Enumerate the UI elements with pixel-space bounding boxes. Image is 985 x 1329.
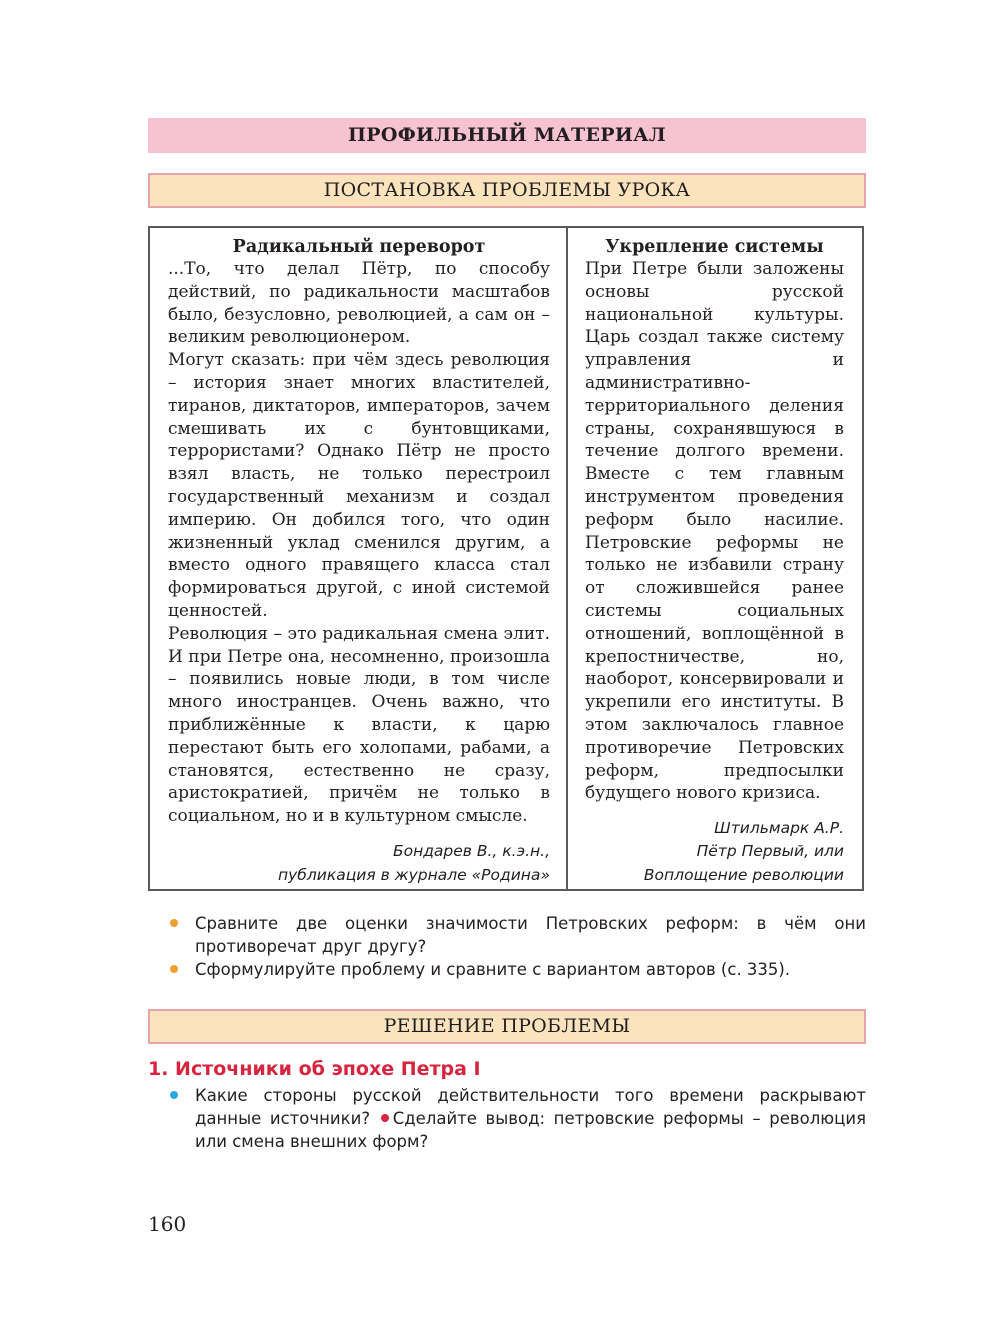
source-right-attribution bbox=[644, 817, 844, 888]
source-author: Штильмарк А.Р. bbox=[714, 818, 844, 837]
problem-banner bbox=[148, 173, 866, 208]
task-item bbox=[168, 1084, 866, 1153]
source-publication: публикация в журнале «Родина» bbox=[277, 865, 550, 884]
source-author: Бондарев В., к.э.н., bbox=[392, 842, 550, 860]
section-task-list bbox=[168, 1084, 866, 1153]
page-number: 160 bbox=[148, 1212, 187, 1236]
red-dot-icon bbox=[381, 1114, 389, 1122]
problem-title: ПОСТАНОВКА ПРОБЛЕМЫ УРОКА bbox=[323, 179, 691, 201]
source-left bbox=[150, 228, 568, 889]
task-text: Сравните две оценки значимости Петровских реформ: в чём они противоречат друг другу? bbox=[195, 914, 866, 956]
source-paragraph: Революция – это радикальная смена элит. И при Петре она, несомненно, произошла – появились новые люди, в том числе много иностранцев. Очень важно, что приближённые к власти, к царю перестают быть его холопами, рабами, а становятся, естественно не сразу, аристократией, причём не только в социальном, но и в культурном смысле. bbox=[168, 623, 550, 827]
source-right bbox=[568, 228, 862, 889]
source-right-text bbox=[585, 258, 844, 805]
task-text: Какие стороны русской действительности того времени раскрывают данные источники? bbox=[195, 1086, 866, 1128]
source-paragraph: При Петре были заложены основы русской национальной культуры. Царь создал также систему управления и административно-территориального деления страны, сохранявшуюся в течение долгого времени. Вместе с тем главным инструментом проведения реформ было насилие. Петровские реформы не только не избавили страну от сложившейся ранее системы социальных отношений, воплощённой в крепостничестве, но, наоборот, консервировали и укрепили его институты. В этом заключалось главное противоречие Петровских реформ, предпосылки будущего нового кризиса. bbox=[585, 259, 844, 804]
bullet-icon bbox=[170, 919, 178, 927]
task-text: Сделайте вывод: петровские реформы – революция или смена внешних форм? bbox=[195, 1109, 867, 1151]
source-right-title: Укрепление системы bbox=[605, 237, 824, 257]
bullet-icon bbox=[170, 965, 178, 973]
section-heading: 1. Источники об эпохе Петра I bbox=[148, 1058, 481, 1080]
task-list bbox=[168, 912, 866, 981]
source-left-attribution bbox=[278, 840, 550, 887]
task-text: Сформулируйте проблему и сравните с вариантом авторов (с. 335). bbox=[195, 960, 791, 979]
task-item bbox=[168, 958, 866, 981]
solution-title: РЕШЕНИЕ ПРОБЛЕМЫ bbox=[383, 1015, 631, 1037]
source-paragraph: Могут сказать: при чём здесь революция – история знает многих властителей, тиранов, диктаторов, императоров, зачем смешивать их с бунтовщиками, террористами? Однако Пётр не просто взял власть, не только перестроил государственный механизм и создал империю. Он добился того, что один жизненный уклад сменился другим, а вместо одного правящего класса стал формироваться другой, с иной системой ценностей. bbox=[168, 350, 550, 621]
source-left-title: Радикальный переворот bbox=[232, 237, 486, 257]
sources-table bbox=[148, 226, 864, 891]
source-work-title: Воплощение революции bbox=[643, 865, 844, 884]
source-work-title: Пётр Первый, или bbox=[696, 842, 844, 860]
task-item bbox=[168, 912, 866, 958]
bullet-icon bbox=[170, 1091, 178, 1099]
source-paragraph: ...То, что делал Пётр, по способу действий, по радикальности масштабов было, безусловно, революцией, а сам он – великим революционером. bbox=[168, 259, 550, 348]
solution-banner bbox=[148, 1009, 866, 1044]
profile-banner bbox=[148, 118, 866, 153]
profile-title: ПРОФИЛЬНЫЙ МАТЕРИАЛ bbox=[348, 124, 666, 146]
source-left-text bbox=[168, 258, 550, 828]
